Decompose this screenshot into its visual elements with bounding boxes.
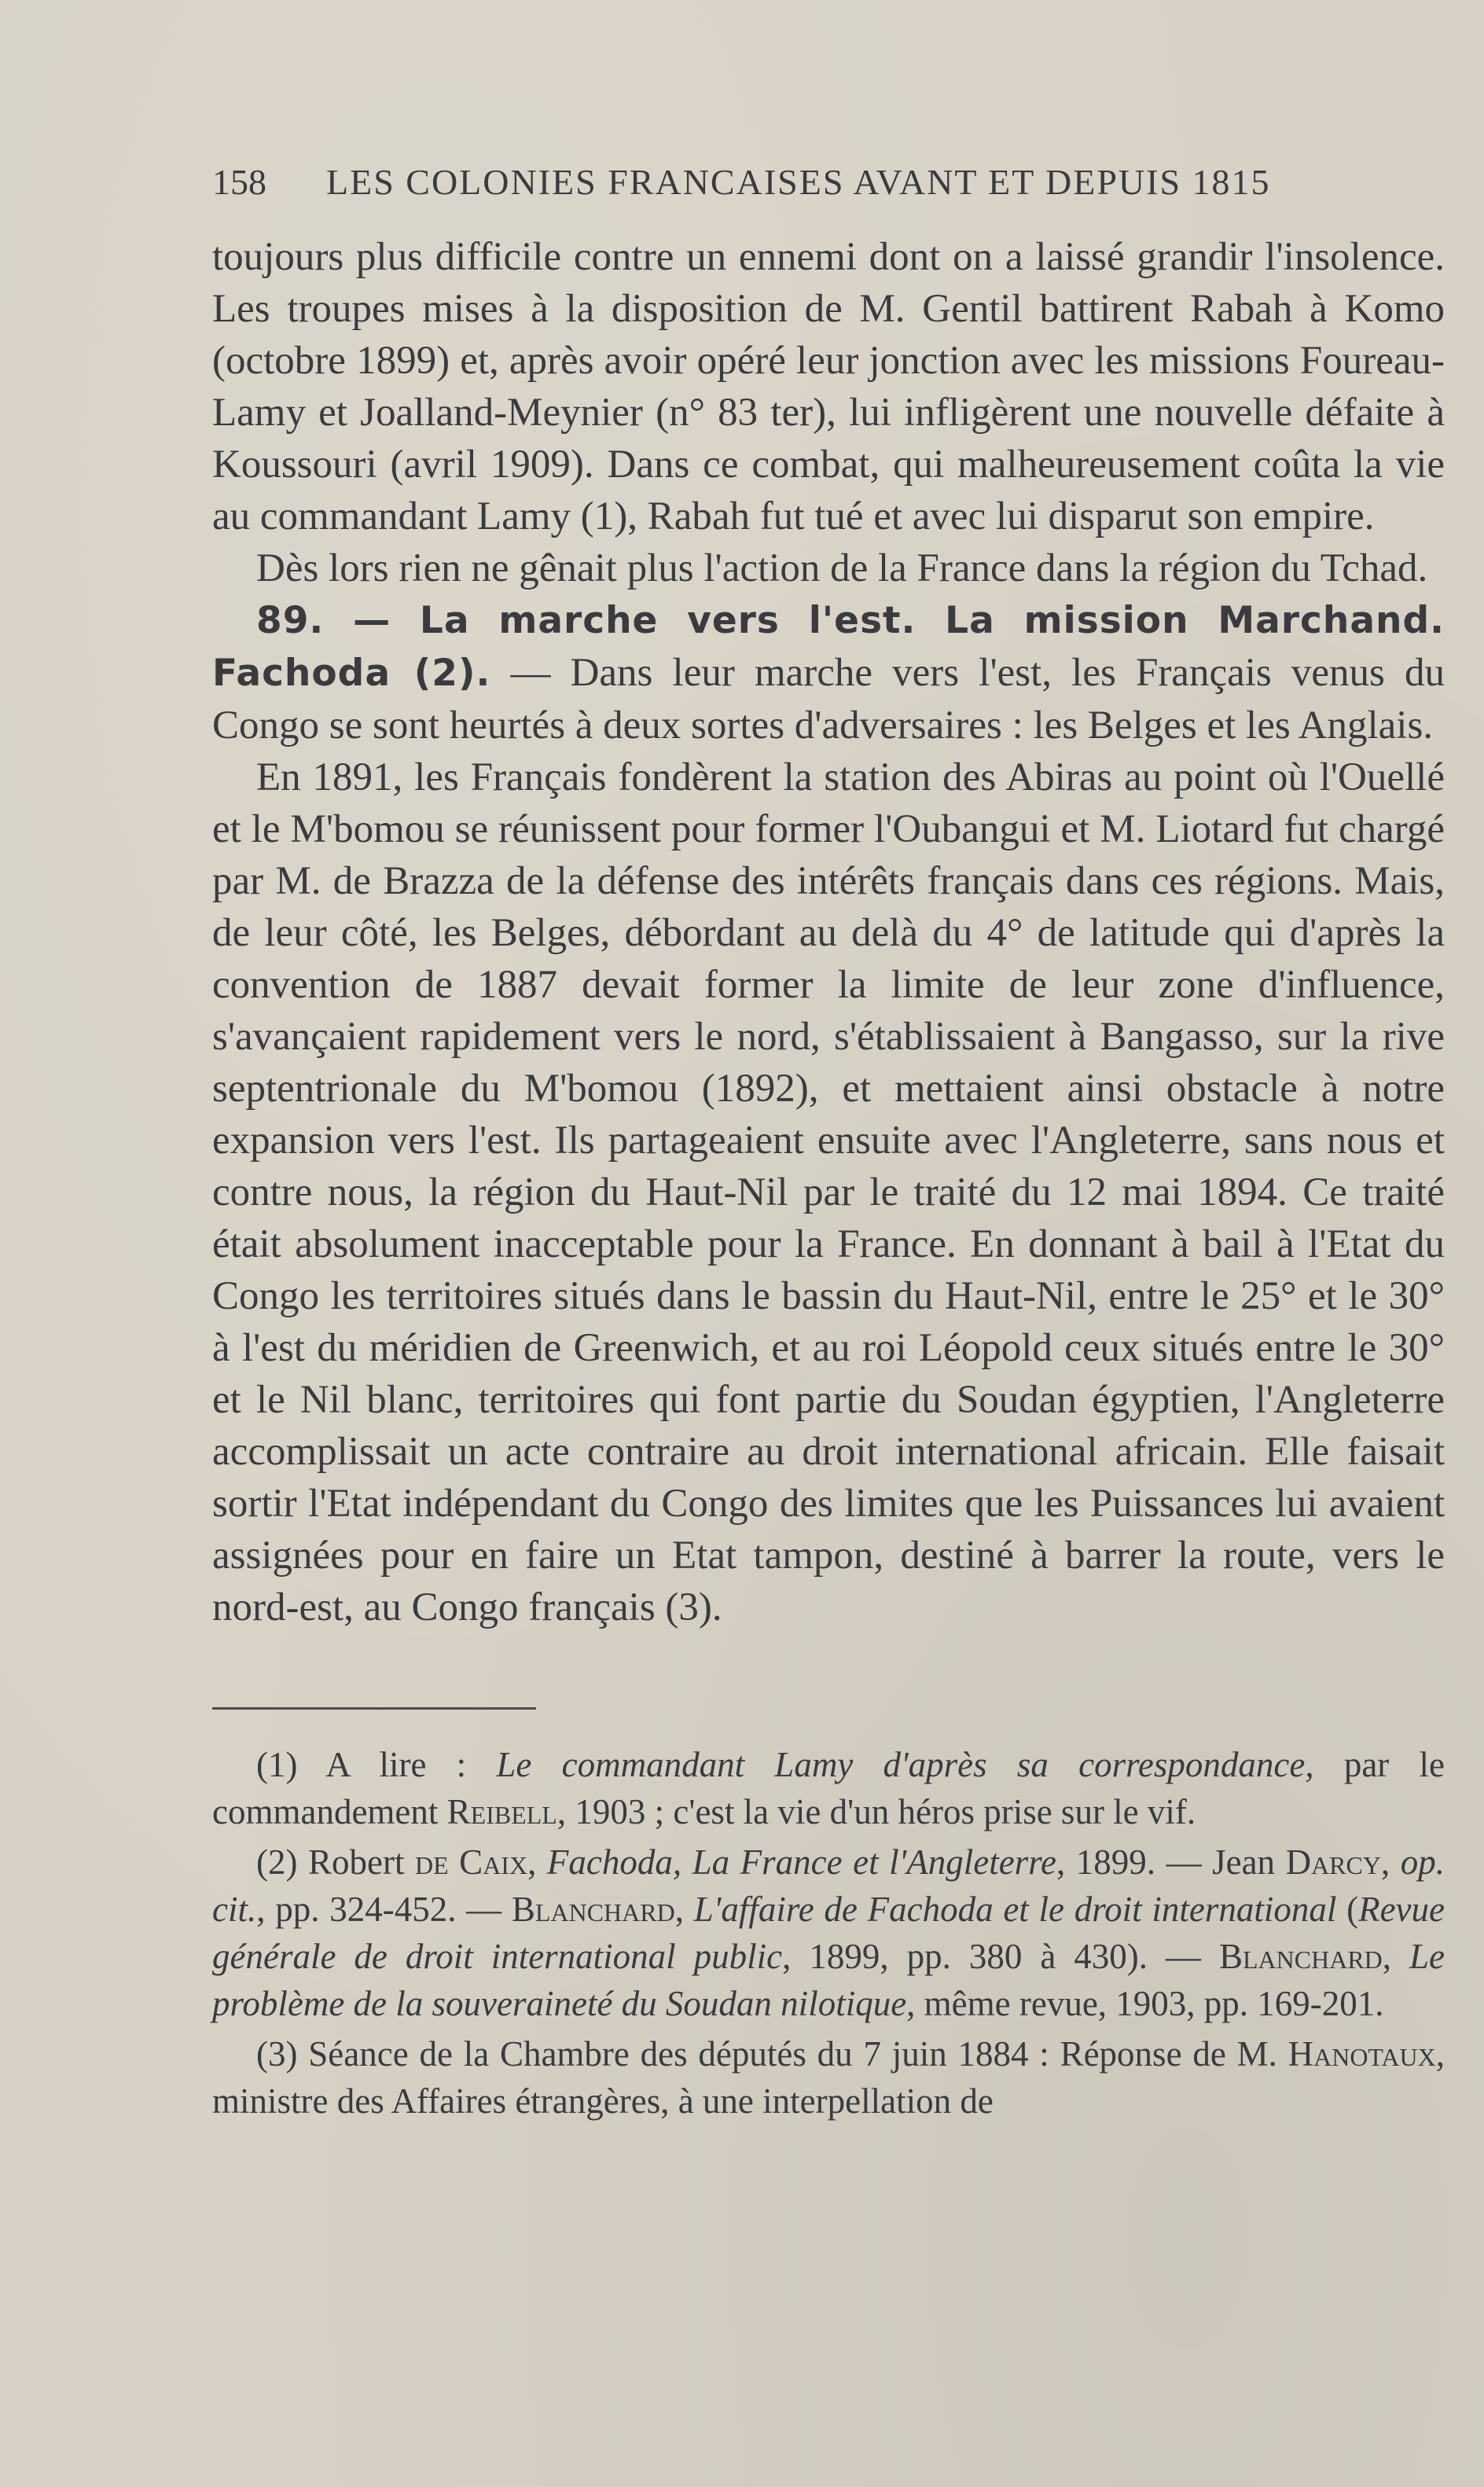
footnote-title: Le problème de la souveraineté du Soudan nilotique [212, 1937, 1445, 2023]
footnote-2 [212, 1839, 1445, 2027]
footnote-1 [212, 1741, 1445, 1835]
footnote-text: par le commandement [212, 1745, 1445, 1831]
footnote-3 [212, 2030, 1445, 2125]
running-header [212, 161, 1445, 203]
footnote-text: , [1380, 1842, 1401, 1882]
page-number: 158 [212, 162, 266, 202]
footnote-citation: op. cit. [212, 1842, 1445, 1929]
footnote-text: , [674, 1890, 694, 1929]
footnotes [212, 1741, 1445, 2125]
footnote-text: , même revue, 1903, pp. 169-201. [906, 1984, 1384, 2023]
footnote-text: ( [1336, 1890, 1359, 1929]
footnote-separator [212, 1707, 536, 1710]
footnote-text: , ministre des Affaires étrangères, à une interpellation de [212, 2034, 1445, 2121]
footnote-author: Blanchard [511, 1890, 675, 1929]
footnote-text: (2) Robert [256, 1842, 415, 1882]
paragraph: toujours plus difficile contre un ennemi dont on a laissé grandir l'insolence. Les troupes mises à la disposition de M. Gentil battirent Rabah à Komo (octobre 1899) et, après avoir opéré leur jonction avec les missions Foureau-Lamy et Joalland-Meynier (n° 83 ter), lui infligèrent une nouvelle défaite à Koussouri (avril 1909). Dans ce combat, qui malheureusement coûta la vie au commandant Lamy (1), Rabah fut tué et avec lui disparut son empire. [212, 235, 1445, 538]
footnote-title: L'affaire de Fachoda et le droit international [693, 1890, 1337, 1929]
page-content [212, 161, 1445, 2128]
footnote-author: Hanotaux [1287, 2034, 1436, 2074]
footnote-text: (3) Séance de la Chambre des députés du 7 juin 1884 : Réponse de M. [256, 2034, 1288, 2074]
footnote-text: , [527, 1842, 547, 1882]
footnote-title: Fachoda, La France et l'Angleterre [546, 1842, 1057, 1882]
footnote-author: de Caix [415, 1842, 528, 1882]
section-title: 89. — La marche vers l'est. La mission Marchand. Fachoda (2). [212, 599, 1445, 695]
paragraph: Dès lors rien ne gênait plus l'action de la France dans la région du Tchad. [256, 546, 1428, 590]
footnote-text: , 1899. — Jean [1056, 1842, 1286, 1882]
footnote-journal: Revue générale de droit international public [212, 1890, 1445, 1976]
footnote-text: , pp. 324-452. — [256, 1890, 512, 1929]
footnote-title: Le commandant Lamy d'après sa correspondance, [496, 1745, 1314, 1784]
footnote-text: (1) A lire : [256, 1745, 497, 1784]
footnote-author: Reibell [446, 1792, 557, 1831]
footnote-text: , 1899, pp. 380 à 430). — [782, 1937, 1219, 1976]
footnote-text: , [1382, 1937, 1410, 1976]
paragraph: En 1891, les Français fondèrent la station des Abiras au point où l'Ouellé et le M'bomou se réunissent pour former l'Oubangui et M. Liotard fut chargé par M. de Brazza de la défense des intérêts français dans ces régions. Mais, de leur côté, les Belges, débordant au delà du 4° de latitude qui d'après la convention de 1887 devait former la limite de leur zone d'influence, s'avançaient rapidement vers le nord, s'établissaient à Bangasso, sur la rive septentrionale du M'bomou (1892), et mettaient ainsi obstacle à notre expansion vers l'est. Ils partageaient ensuite avec l'Angleterre, sans nous et contre nous, la région du Haut-Nil par le traité du 12 mai 1894. Ce traité était absolument inacceptable pour la France. En donnant à bail à l'Etat du Congo les territoires situés dans le bassin du Haut-Nil, entre le 25° et le 30° à l'est du méridien de Greenwich, et au roi Léopold ceux situés entre le 30° et le Nil blanc, territoires qui font partie du Soudan égyptien, l'Angleterre accomplissait un acte contraire au droit international africain. Elle faisait sortir l'Etat indépendant du Congo des limites que les Puissances lui avaient assignées pour en faire un Etat tampon, destiné à barrer la route, vers le nord-est, au Congo français (3). [212, 755, 1445, 1629]
running-title: LES COLONIES FRANCAISES AVANT ET DEPUIS 1815 [326, 162, 1271, 202]
section-paragraph-text: — Dans leur marche vers l'est, les Français venus du Congo se sont heurtés à deux sortes d'adversaires : les Belges et les Anglais. [212, 651, 1445, 748]
footnote-text: , 1903 ; c'est la vie d'un héros prise sur le vif. [556, 1792, 1196, 1831]
footnote-author: Blanchard [1218, 1937, 1383, 1976]
footnote-author: Darcy [1285, 1842, 1381, 1882]
body-text [212, 231, 1445, 1633]
section-paragraph [212, 594, 1445, 751]
